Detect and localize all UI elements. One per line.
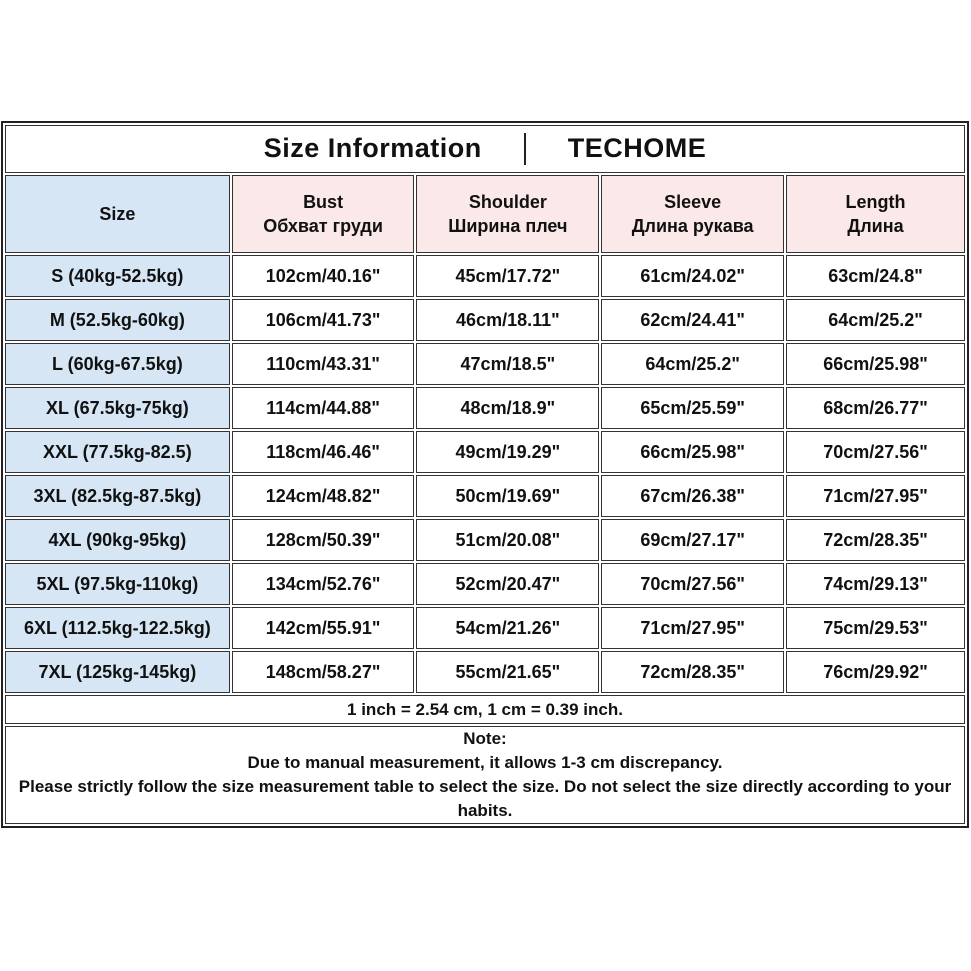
cell-shoulder: 49cm/19.29" [416,431,599,473]
cell-size: M (52.5kg-60kg) [5,299,230,341]
table-row [5,299,965,341]
cell-bust: 114cm/44.88" [232,387,415,429]
cell-length: 71cm/27.95" [786,475,965,517]
cell-size: 3XL (82.5kg-87.5kg) [5,475,230,517]
table-row [5,607,965,649]
cell-sleeve: 70cm/27.56" [601,563,784,605]
cell-size: 6XL (112.5kg-122.5kg) [5,607,230,649]
title-row [5,125,965,173]
cell-bust: 118cm/46.46" [232,431,415,473]
header-size [5,175,230,253]
cell-sleeve: 64cm/25.2" [601,343,784,385]
cell-bust: 106cm/41.73" [232,299,415,341]
size-table [1,121,969,828]
cell-length: 74cm/29.13" [786,563,965,605]
header-shoulder-en: Shoulder [468,192,547,212]
conversion-row [5,695,965,724]
cell-size: L (60kg-67.5kg) [5,343,230,385]
header-sleeve-en: Sleeve [664,192,722,212]
table-row [5,519,965,561]
cell-bust: 110cm/43.31" [232,343,415,385]
header-sleeve [601,175,784,253]
cell-size: XXL (77.5kg-82.5) [5,431,230,473]
cell-size: 7XL (125kg-145kg) [5,651,230,693]
cell-sleeve: 66cm/25.98" [601,431,784,473]
conversion-text: 1 inch = 2.54 cm, 1 cm = 0.39 inch. [5,695,965,724]
cell-sleeve: 69cm/27.17" [601,519,784,561]
title-separator [524,133,526,165]
cell-size: 5XL (97.5kg-110kg) [5,563,230,605]
size-chart [1,121,969,828]
header-row [5,175,965,253]
cell-size: S (40kg-52.5kg) [5,255,230,297]
cell-length: 63cm/24.8" [786,255,965,297]
note-cell [5,726,965,824]
table-row [5,651,965,693]
cell-length: 70cm/27.56" [786,431,965,473]
header-length-en: Length [845,192,906,212]
note-label: Note: [463,729,507,748]
header-length [786,175,965,253]
cell-sleeve: 65cm/25.59" [601,387,784,429]
cell-sleeve: 72cm/28.35" [601,651,784,693]
cell-shoulder: 45cm/17.72" [416,255,599,297]
title-left: Size Information [263,132,482,163]
table-row [5,431,965,473]
title-cell [5,125,965,173]
cell-shoulder: 48cm/18.9" [416,387,599,429]
cell-shoulder: 54cm/21.26" [416,607,599,649]
cell-sleeve: 71cm/27.95" [601,607,784,649]
cell-sleeve: 61cm/24.02" [601,255,784,297]
cell-sleeve: 62cm/24.41" [601,299,784,341]
cell-shoulder: 55cm/21.65" [416,651,599,693]
cell-bust: 134cm/52.76" [232,563,415,605]
note-line-2: Please strictly follow the size measurement table to select the size. Do not select the size directly according to your habits. [18,777,952,820]
cell-length: 75cm/29.53" [786,607,965,649]
brand-name: TECHOME [567,132,707,163]
cell-shoulder: 46cm/18.11" [416,299,599,341]
cell-size: 4XL (90kg-95kg) [5,519,230,561]
header-bust-ru: Обхват груди [263,216,383,236]
header-shoulder [416,175,599,253]
cell-bust: 128cm/50.39" [232,519,415,561]
note-row [5,726,965,824]
cell-shoulder: 47cm/18.5" [416,343,599,385]
cell-bust: 102cm/40.16" [232,255,415,297]
table-row [5,255,965,297]
note-line-1: Due to manual measurement, it allows 1-3 cm discrepancy. [247,753,723,772]
table-row [5,343,965,385]
cell-bust: 148cm/58.27" [232,651,415,693]
cell-length: 68cm/26.77" [786,387,965,429]
header-bust [232,175,415,253]
cell-shoulder: 52cm/20.47" [416,563,599,605]
cell-shoulder: 50cm/19.69" [416,475,599,517]
cell-bust: 142cm/55.91" [232,607,415,649]
header-shoulder-ru: Ширина плеч [448,216,568,236]
cell-length: 64cm/25.2" [786,299,965,341]
cell-length: 66cm/25.98" [786,343,965,385]
table-row [5,387,965,429]
header-bust-en: Bust [303,192,344,212]
cell-length: 76cm/29.92" [786,651,965,693]
header-length-ru: Длина [847,216,904,236]
cell-sleeve: 67cm/26.38" [601,475,784,517]
header-sleeve-ru: Длина рукава [631,216,754,236]
cell-bust: 124cm/48.82" [232,475,415,517]
table-row [5,475,965,517]
cell-size: XL (67.5kg-75kg) [5,387,230,429]
cell-length: 72cm/28.35" [786,519,965,561]
header-size-label: Size [99,204,136,224]
cell-shoulder: 51cm/20.08" [416,519,599,561]
table-row [5,563,965,605]
